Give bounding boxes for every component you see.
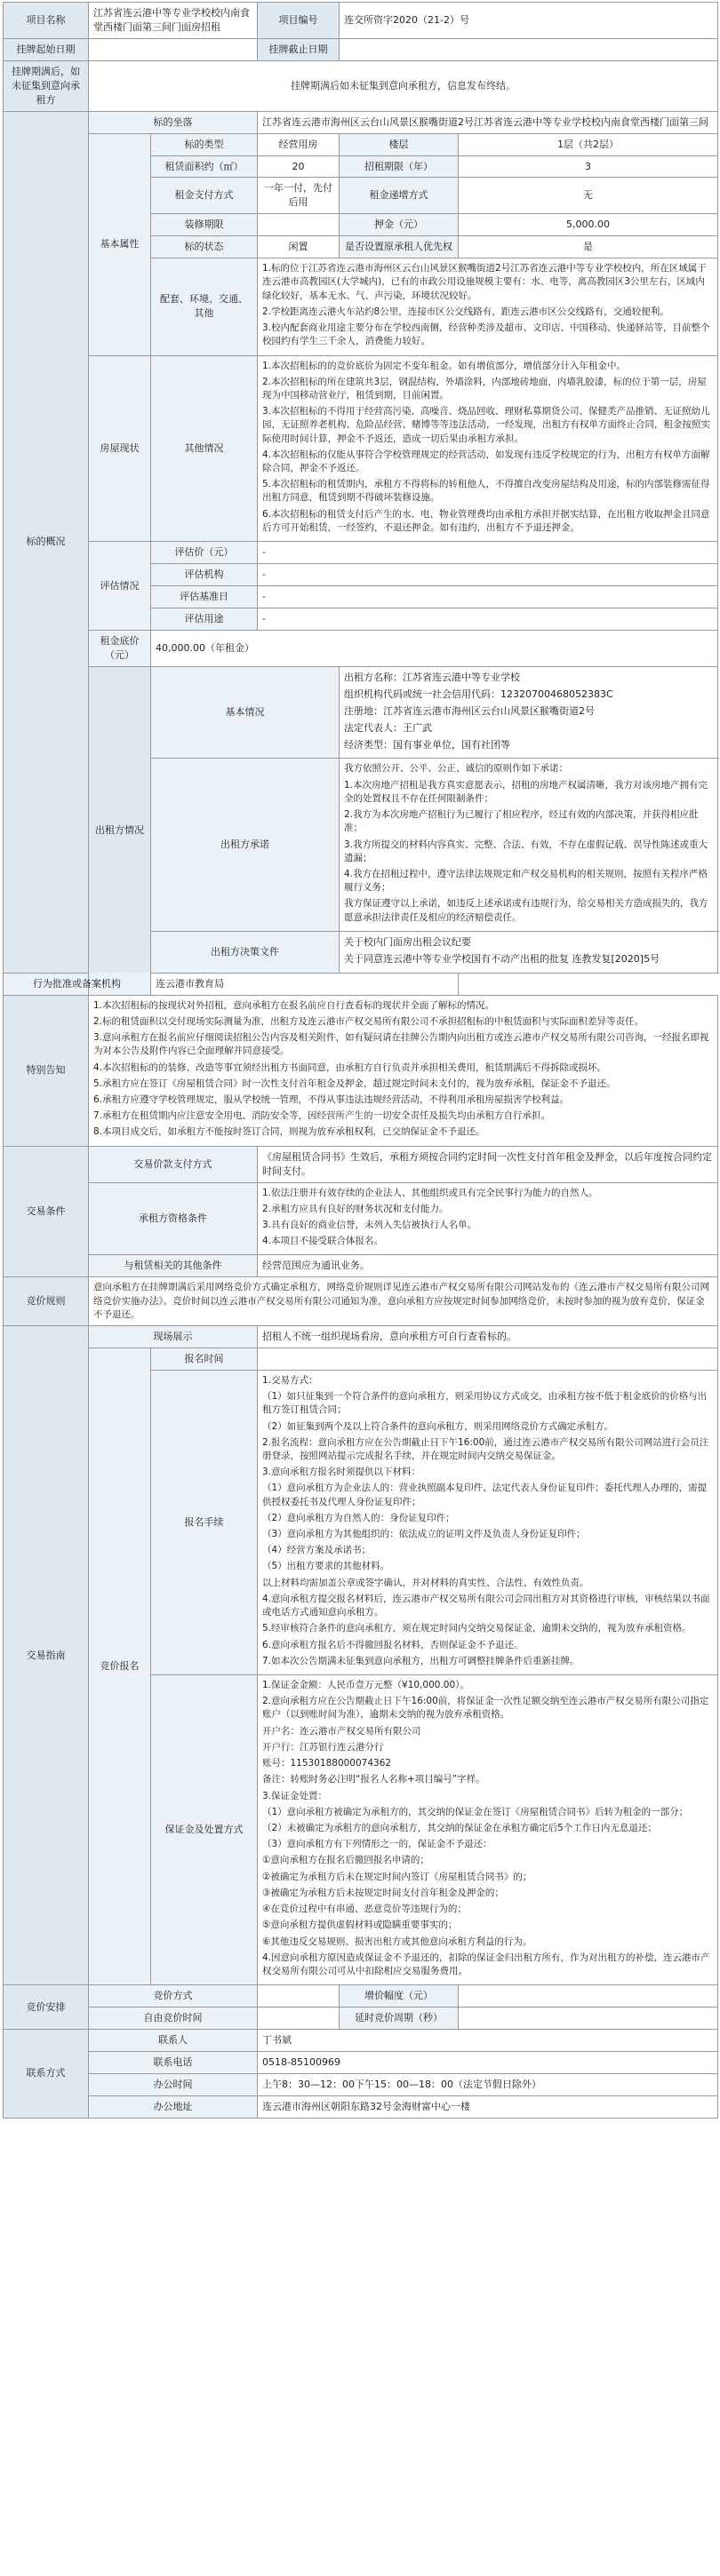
qual-line: 4.本项目不接受联合体报名。 [262, 1236, 384, 1247]
lessor-decision-label: 出租方决策文件 [151, 931, 340, 973]
cond-other-label: 与租赁相关的其他条件 [89, 1255, 258, 1277]
lessor-section-label: 出租方情况 [89, 666, 151, 995]
deposit-line: 2.意向承租方应在公告期截止日下午16:00前，将保证金一次性足额交纳至连云港市产权交易所有限公司指定账户（以到账时间为准），逾期未交纳的视为放弃承租资格。 [262, 1696, 709, 1721]
lessor-commit-line: 我方保证遵守以上承诺，如违反上述承诺或有违规行为，给交易相关方造成损失的，我方愿意承担法律责任及相应的经济赔偿责任。 [344, 898, 708, 923]
deposit-line: ②被确定为承租方后未在规定时间内签订《房屋租赁合同书》的； [262, 1871, 532, 1882]
reg-proc-line: 3.意向承租方报名时须提供以下材料： [262, 1467, 421, 1478]
eval-date-value: - [258, 586, 718, 608]
basic-label: 基本属性 [89, 133, 151, 355]
deposit-line: ⑥其他违反交易规则、损害出租方或其他意向承租方利益的行为。 [262, 1936, 532, 1947]
cond-other-value: 经营范围应为通讯业务。 [258, 1255, 718, 1277]
deposit-line: （1）意向承租方被确定为承租方的，其交纳的保证金在签订《房屋租赁合同书》后转为租金的一部分； [262, 1806, 689, 1817]
priority-label: 是否设置原承租人优先权 [340, 236, 459, 258]
reg-proc-line: （3）意向承租方为其他组织的：依法成立的证明文件及负责人身份证复印件； [262, 1529, 586, 1540]
subject-name-label: 标的坐落 [89, 111, 258, 133]
deposit-line: ③被确定为承租方后未按规定时间支付首年租金及押金的； [262, 1887, 504, 1898]
site-row [4, 1325, 718, 1348]
facility-line: 1.标的位于江苏省连云港市海州区云台山风景区猴嘴街道2号江苏省连云港中等专业学校校内，所在区域属于连云港市高教园区(大学城内)，已有的市政公用设施规模主要有：水、电等，离高教园区3公里左右，区域内绿化较好，基本无水、气、声污染，环境状况较好。 [262, 263, 707, 301]
reg-proc-line: 5.经审核符合条件的意向承租方，须在规定时间内交纳交易保证金，逾期未交纳的，视为放弃承租资格。 [262, 1623, 692, 1634]
project-name-label: 项目名称 [4, 3, 89, 39]
lessor-commit-line: 2.我方为本次房地产招租行为已履行了相应程序，经过有效的内部决策，并获得相应批准； [344, 809, 699, 834]
lessor-commit-line: 1.本次房地产招租是我方真实意愿表示，招租的房地产权属清晰，我方对该房地产拥有完全的处置权且不存在任何限制条件； [344, 779, 708, 804]
arrange-delay-value [459, 2008, 718, 2030]
deposit-line: 3.保证金处置： [262, 1790, 328, 1801]
facility-line: 2.学校距离连云港火车站约8公里，连接市区公交线路有，距连云港市区公交线路有，交通较便利。 [262, 306, 669, 317]
extension-row [4, 60, 718, 111]
arrange-increment-value [459, 1985, 718, 2008]
deposit-value: 5,000.00 [459, 214, 718, 236]
other-line: 2.本次招租标的所在建筑共3层，钢混结构，外墙涂料，内部地砖地面，内墙乳胶漆，标的位于第一层，房屋现为中国移动营业厅，租赁到期，目前闲置。 [262, 376, 707, 401]
pay-value: 一年一付，先付后用 [258, 178, 340, 214]
reg-proc-line: （1）如只征集到一个符合条件的意向承租方，则采用协议方式成交，由承租方按不低于租金底价的价格与出租方签订租赁合同； [262, 1391, 708, 1416]
term-label: 招租期限（年） [340, 155, 459, 178]
lessor-basic-row [4, 666, 718, 759]
arrange-label: 竞价安排 [4, 1985, 89, 2030]
address-row [4, 2095, 718, 2118]
arrange-method-value [258, 1985, 340, 2008]
other-row [4, 355, 718, 542]
qual-label: 承租方资格条件 [89, 1182, 258, 1255]
deposit-line: ④在竞价过程中有串通、恶意竞价等违规行为的； [262, 1904, 467, 1915]
increase-label: 租金递增方式 [340, 178, 459, 214]
deposit-line: （2）未被确定为承租方的意向承租方，其交纳的保证金在承租方确定后5个工作日内无息退还； [262, 1822, 657, 1833]
eval-price-value: - [258, 542, 718, 564]
other-label: 其他情况 [151, 355, 258, 542]
other-line: 1.本次招租标的的竞价底价为固定不变年租金。如有增值部分，增值部分计入年租金中。 [262, 360, 627, 371]
reg-proc-line: 1.交易方式： [262, 1374, 318, 1386]
arrange-row-2 [4, 2008, 718, 2030]
reg-label: 竞价报名 [89, 1348, 151, 1984]
reg-proc-line: （5）出租方要求的其他材料。 [262, 1561, 390, 1572]
lessor-basic-label: 基本情况 [151, 666, 340, 759]
listing-table [3, 2, 718, 2119]
price-method-label: 交易价款支付方式 [89, 1146, 258, 1182]
project-row [4, 3, 718, 39]
guide-section-label: 交易指南 [4, 1325, 89, 1984]
priority-value: 是 [459, 236, 718, 258]
notice-section-label: 特别告知 [4, 995, 89, 1146]
reg-time-value [258, 1348, 718, 1370]
other-line: 3.本次招租标的不得用于经营高污染、高噪音、烧品回收、理财私募期货公司、保健类产品推销、无证照幼儿园，无证照养老机构、危险品经营、赌博等等违法活动，一经发现，出租方有权单方面终止合同，租金按照实际使用时间计算，押金不予返还，造成一切后果由承租方承担。 [262, 406, 710, 444]
office-time-row [4, 2073, 718, 2095]
deposit-line: 开户名：连云港市产权交易所有限公司 [262, 1725, 421, 1737]
eval-usage-label: 评估用途 [151, 608, 258, 630]
deposit-line: ⑤意向承租方提供虚假材料或隐瞒重要事实的； [262, 1920, 458, 1931]
arrange-free-value [258, 2008, 340, 2030]
other-text [258, 355, 718, 542]
deco-label: 装修期限 [151, 214, 258, 236]
lessor-basic-line: 出租方名称：江苏省连云港中等专业学校 [344, 671, 520, 683]
eval-label: 评估情况 [89, 542, 151, 631]
type-value: 经营用房 [258, 133, 340, 155]
qual-text [258, 1182, 718, 1255]
reg-time-row [4, 1348, 718, 1370]
eval-price-label: 评估价（元） [151, 542, 258, 564]
facility-line: 3.校内配套商业用途主要分布在学校西南侧，经营种类涉及超市、文印店、中国移动、快递驿站等，目前整个校园约有学生三千余人，消费能力较好。 [262, 322, 710, 347]
deco-value [258, 214, 340, 236]
arrange-free-label: 自由竞价时间 [89, 2008, 258, 2030]
facility-label: 配套、环境、交通、其他 [151, 258, 258, 355]
cond-qual-row [4, 1182, 718, 1255]
notice-row [4, 995, 718, 1146]
status-value: 闲置 [258, 236, 340, 258]
floor-label: 楼层 [340, 133, 459, 155]
lessor-decision-text [340, 931, 718, 973]
lessor-commit-label: 出租方承诺 [151, 759, 340, 931]
eval-org-label: 评估机构 [151, 564, 258, 586]
lessor-basic-line: 法定代表人：王广武 [344, 721, 432, 734]
term-value: 3 [459, 155, 718, 178]
deposit-line: ①意向承租方在报名后撤回报名申请的； [262, 1855, 429, 1866]
end-date [340, 38, 718, 60]
reg-proc-line: （2）意向承租方为自然人的：身份证复印件； [262, 1512, 455, 1523]
reg-proc-text [258, 1370, 718, 1674]
other-line: 6.本次招租标的租赁支付后产生的水、电、物业管理费均由承租方承担并据实结算，在出租方收取押金且同意后方可开始租赁，一经签约，不退还押金。如有违约，出租方不予退还押金。 [262, 508, 710, 533]
reg-proc-line: （1）意向承租方为企业法人的：营业执照副本复印件、法定代表人身份证复印件；委托代理人办理的，需提供授权委托书及代理人身份证复印件； [262, 1483, 708, 1507]
rent-floor-row [4, 630, 718, 666]
lessor-basic-line: 注册地：江苏省连云港市海州区云台山风景区猴嘴街道2号 [344, 704, 595, 717]
eval-price-row [4, 542, 718, 564]
bid-row [4, 1277, 718, 1326]
address-label: 办公地址 [89, 2095, 258, 2118]
notice-line: 8.本项目成交后，如承租方不能按时签订合同，则视为放弃承租权利，已交纳保证金不予退还。 [93, 1126, 485, 1138]
extension-value: 挂牌期满后如未征集到意向承租方，信息发布终结。 [89, 60, 718, 111]
reg-proc-label: 报名手续 [151, 1370, 258, 1674]
qual-line: 2.承租方应具有良好的财务状况和支付能力。 [262, 1203, 449, 1214]
contact-section-label: 联系方式 [4, 2030, 89, 2119]
deposit-section-label: 保证金及处置方式 [151, 1675, 258, 1985]
subject-name-value: 江苏省连云港市海州区云台山风景区猴嘴街道2号江苏省连云港中等专业学校校内南食堂西楼门面第三间 [258, 111, 718, 133]
rent-floor-label: 租金底价（元） [89, 630, 151, 666]
office-time-label: 办公时间 [89, 2073, 258, 2095]
project-code-label: 项目编号 [258, 3, 340, 39]
qual-line: 1.依法注册并有效存续的企业法人、其他组织或具有完全民事行为能力的自然人。 [262, 1187, 598, 1198]
lessor-commit-text [340, 759, 718, 931]
subject-name-row [4, 111, 718, 133]
start-date [89, 38, 258, 60]
notice-line: 5.承租方应在签订《房屋租赁合同》时一次性支付首年租金及押金，超过规定时间未支付的，视为放弃承租，保证金不予退还。 [93, 1077, 616, 1089]
cond-other-row [4, 1255, 718, 1277]
area-label: 租赁面积约（㎡） [151, 155, 258, 178]
area-value: 20 [258, 155, 340, 178]
lessor-approval-value: 连云港市教育局 [151, 973, 459, 995]
lessor-approval-row [4, 973, 718, 995]
bid-value: 意向承租方在挂牌期满后采用网络竞价方式确定承租方，网络竞价规则详见连云港市产权交易所有限公司网站发布的《连云港市产权交易所有限公司网络竞价实施办法》。竞价时间以连云港市产权交易所有限公司通知为准，意向承租方应按规定时间参加网络竞价，未按时参加的视为放弃竞价，保证金不予退还。 [89, 1277, 718, 1326]
contact-row [4, 2030, 718, 2052]
facility-text [258, 258, 718, 355]
reg-proc-line: （2）如征集到两个及以上符合条件的意向承租方，则采用网络竞价方式确定承租方。 [262, 1420, 614, 1432]
lessor-basic-line: 经济类型：国有事业单位，国有社团等 [344, 738, 510, 751]
project-name: 江苏省连云港中等专业学校校内南食堂西楼门面第三间门面房招租 [89, 3, 258, 39]
end-date-label: 挂牌截止日期 [258, 38, 340, 60]
extension-label: 挂牌期满后，如未征集到意向承租方 [4, 60, 89, 111]
price-method-value: 《房屋租赁合同书》生效后，承租方须按合同约定时间一次性支付首年租金及押金，以后年度按合同约定时间支付。 [258, 1146, 718, 1182]
deposit-text [258, 1675, 718, 1985]
contact-label: 联系人 [89, 2030, 258, 2052]
other-line: 4.本次招租标的仅能从事符合学校管理规定的经营活动，如发现有违反学校规定的行为，出租方有权单方面解除合同，押金不予返还。 [262, 449, 710, 474]
pay-label: 租金支付方式 [151, 178, 258, 214]
reg-proc-line: 6.意向承租方报名后不得撤回报名材料，否则保证金不予退还。 [262, 1639, 524, 1650]
phone-label: 联系电话 [89, 2051, 258, 2073]
subject-section-label: 标的概况 [4, 111, 89, 973]
lessor-decision-line: 关于同意连云港中等专业学校国有不动产出租的批复 连教发复[2020]5号 [344, 952, 660, 965]
eval-org-value: - [258, 564, 718, 586]
arrange-method-label: 竞价方式 [89, 1985, 258, 2008]
site-value: 招租人不统一组织现场看房，意向承租方可自行查看标的。 [258, 1325, 718, 1348]
deposit-line: 开户行：江苏银行连云港分行 [262, 1741, 384, 1753]
contact-value: 丁书斌 [258, 2030, 718, 2052]
lessor-approval-label: 行为批准或备案机构 [4, 973, 151, 995]
deposit-line: （3）意向承租方有下列情形之一的，保证金不予退还： [262, 1839, 492, 1850]
deposit-line: 1.保证金金额：人民币壹万元整（¥10,000.00）。 [262, 1680, 469, 1690]
notice-line: 4.本次招租标的的装修、改造等事宜须经出租方书面同意，由承租方自行负责并承担相关费用，租赁期满后不得拆除或损坏。 [93, 1061, 607, 1073]
deposit-line: 4.因意向承租方原因造成保证金不予退还的，扣除的保证金归出租方所有，作为对出租方的补偿，连云港市产权交易所有限公司可从中扣除相应交易服务费用。 [262, 1952, 710, 1976]
date-row [4, 38, 718, 60]
house-label: 房屋现状 [89, 355, 151, 542]
basic-type-row [4, 133, 718, 155]
lessor-commit-line: 3.我方所提交的材料内容真实、完整、合法、有效，不存在虚假记载、误导性陈述或重大遗漏； [344, 839, 708, 863]
bid-label: 竞价规则 [4, 1277, 89, 1326]
address-value: 连云港市海州区朝阳东路32号金海财富中心一楼 [258, 2095, 718, 2118]
notice-text [89, 995, 718, 1146]
notice-line: 3.意向承租方在报名前应仔细阅读招租公告内容及相关附件，如有疑问请在挂牌公告期内向出租方或连云港市产权交易所有限公司咨询，一经报名即视为对本公告及附件内容已全面理解并同意接受。 [93, 1032, 709, 1057]
start-date-label: 挂牌起始日期 [4, 38, 89, 60]
notice-line: 1.本次招租标的按现状对外招租，意向承租方在报名前应自行查看标的现状并全面了解标的情况。 [93, 999, 495, 1011]
notice-line: 7.承租方在租赁期内应注意安全用电、消防安全等，因经营所产生的一切安全责任及损失均由承租方自行承担。 [93, 1110, 551, 1122]
other-line: 5.本次招租标的租赁期内，承租方不得将标的转租他人，不得擅自改变房屋结构及用途，标的内部装修需征得出租方同意，租赁到期不得破坏装修设施。 [262, 479, 710, 504]
arrange-row-1 [4, 1985, 718, 2008]
reg-time-label: 报名时间 [151, 1348, 258, 1370]
eval-date-label: 评估基准日 [151, 586, 258, 608]
cond-price-row [4, 1146, 718, 1182]
qual-line: 3.具有良好的商业信誉，未列入失信被执行人名单。 [262, 1219, 477, 1230]
site-label: 现场展示 [89, 1325, 258, 1348]
floor-value: 1层（共2层） [459, 133, 718, 155]
conditions-section-label: 交易条件 [4, 1146, 89, 1277]
phone-row [4, 2051, 718, 2073]
lessor-commit-line: 4.我方在招租过程中，遵守法律法规规定和产权交易机构的相关规则，按照有关程序严格履行义务； [344, 868, 708, 894]
reg-proc-line: 以上材料均需加盖公章或签字确认，并对材料的真实性、合法性、有效性负责。 [262, 1577, 589, 1588]
eval-usage-value: - [258, 608, 718, 630]
deposit-line: 账号：11530188000074362 [262, 1758, 392, 1769]
lessor-basic-text [340, 666, 718, 759]
arrange-increment-label: 增价幅度（元） [340, 1985, 459, 2008]
status-label: 标的状态 [151, 236, 258, 258]
lessor-commit-line: 我方依照公开、公平、公正、诚信的原则作如下承诺： [344, 763, 568, 775]
reg-proc-line: （4）经营方案及承诺书； [262, 1545, 372, 1556]
deposit-label: 押金（元） [340, 214, 459, 236]
phone-value: 0518-85100969 [258, 2051, 718, 2073]
notice-line: 2.标的租赁面积以交付现场实际测量为准，出租方及连云港市产权交易所有限公司不承担招租标的中租赁面积与实际面积差异等责任。 [93, 1015, 644, 1027]
lessor-basic-line: 组织机构代码或统一社会信用代码：12320700468052383C [344, 688, 613, 700]
reg-proc-line: 7.如本次公告期满未征集到意向承租方，出租方可调整挂牌条件后重新挂牌。 [262, 1655, 580, 1666]
notice-line: 6.承租方应遵守学校管理规定，服从学校统一管理，不得从事违法违规经营活动，不得利用承租房屋损害学校利益。 [93, 1093, 570, 1105]
rent-floor-value: 40,000.00（年租金） [151, 630, 718, 666]
arrange-delay-label: 延时竞价周期（秒） [340, 2008, 459, 2030]
type-label: 标的类型 [151, 133, 258, 155]
increase-value: 无 [459, 178, 718, 214]
lessor-decision-line: 关于校内门面房出租会议纪要 [344, 935, 471, 948]
office-time-value: 上午8：30—12：00下午15：00—18：00（法定节假日除外） [258, 2073, 718, 2095]
reg-proc-line: 2.报名流程：意向承租方应在公告期截止日下午16:00前，通过连云港市产权交易所有限公司网站进行会员注册登录，按照网站提示完成报名手续，并在规定时间内交纳交易保证金。 [262, 1436, 709, 1461]
project-code: 连交所资字2020（21-2）号 [340, 3, 718, 39]
deposit-line: 备注：转账时务必注明“报名人名称+项目编号”字样。 [262, 1774, 485, 1785]
reg-proc-line: 4.意向承租方提交报名材料后，连云港市产权交易所有限公司会同出租方对其资格进行审核，审核结果以书面或电话方式通知意向承租方。 [262, 1593, 710, 1618]
